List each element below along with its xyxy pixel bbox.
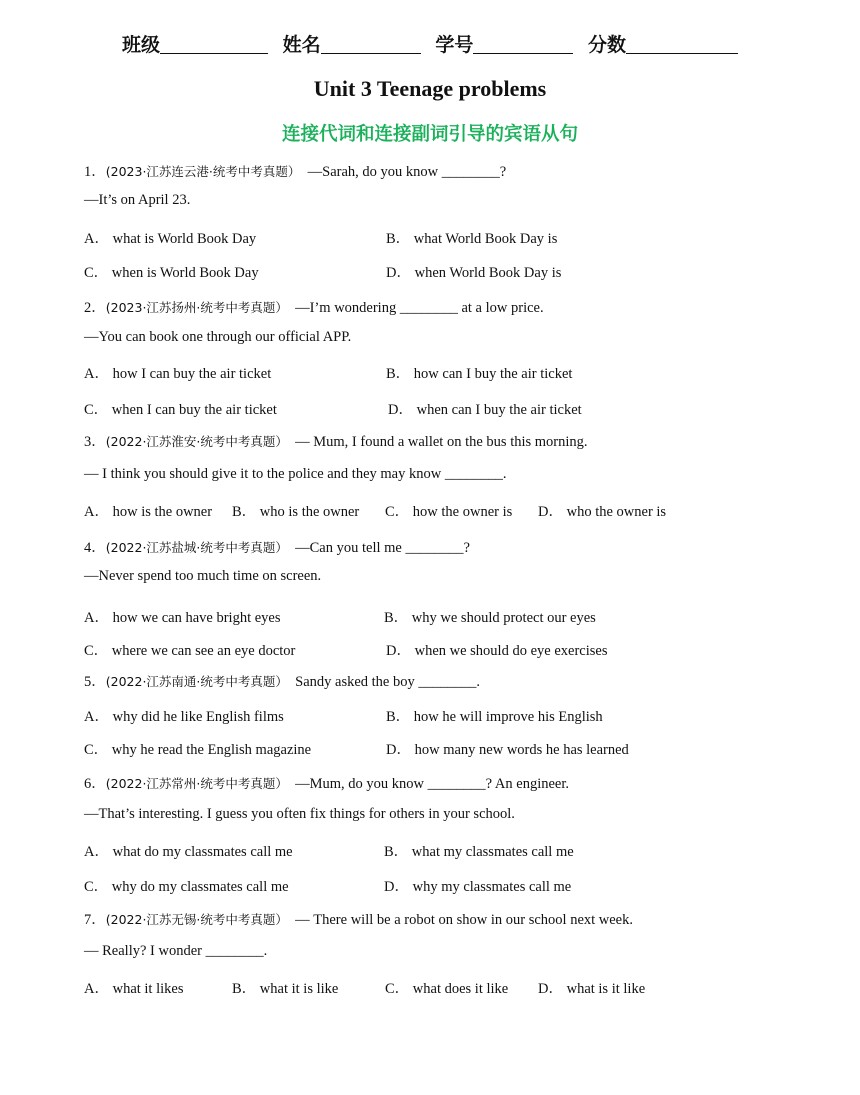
question-5-option-b[interactable]: B． how he will improve his English xyxy=(386,709,603,725)
name-blank[interactable] xyxy=(321,33,421,54)
question-7-stem-line xyxy=(84,908,633,929)
question-source: (2023·江苏连云港·统考中考真题） xyxy=(105,164,301,179)
question-4-line2: —Never spend too much time on screen. xyxy=(84,568,322,584)
question-number: 7． xyxy=(84,912,106,928)
question-source: (2022·江苏南通·统考中考真题） xyxy=(105,674,288,689)
question-7-option-d[interactable]: D． what is it like xyxy=(538,981,646,997)
question-stem: —I’m wondering ________ at a low price. xyxy=(295,300,544,316)
question-source: (2023·江苏扬州·统考中考真题） xyxy=(105,300,288,315)
question-3-line2: — I think you should give it to the police and they may know ________. xyxy=(84,466,507,482)
question-6-line2: —That’s interesting. I guess you often fix things for others in your school. xyxy=(84,806,515,822)
page-subtitle: 连接代词和连接副词引导的宾语从句 xyxy=(281,124,578,145)
question-1-option-d[interactable]: D． when World Book Day is xyxy=(386,265,562,281)
question-1-stem-line xyxy=(84,160,506,181)
question-stem: — There will be a robot on show in our school next week. xyxy=(295,912,633,928)
question-source: (2022·江苏盐城·统考中考真题） xyxy=(105,540,288,555)
question-2-line2: —You can book one through our official APP. xyxy=(84,329,352,345)
question-6-stem-line xyxy=(84,772,569,793)
class-label: 班级 xyxy=(122,34,161,56)
question-stem: Sandy asked the boy ________. xyxy=(295,674,480,690)
question-2-option-a[interactable]: A． how I can buy the air ticket xyxy=(84,366,272,382)
question-3-option-b[interactable]: B． who is the owner xyxy=(232,504,360,520)
question-3-stem-line xyxy=(84,430,588,451)
question-6-option-a[interactable]: A． what do my classmates call me xyxy=(84,844,293,860)
question-number: 5． xyxy=(84,674,106,690)
question-2-option-b[interactable]: B． how can I buy the air ticket xyxy=(386,366,573,382)
question-1-line2: —It’s on April 23. xyxy=(84,192,191,208)
student-info-header xyxy=(0,30,860,57)
question-number: 1． xyxy=(84,164,106,180)
question-stem: —Can you tell me ________? xyxy=(295,540,470,556)
question-3-option-c[interactable]: C． how the owner is xyxy=(385,504,513,520)
question-number: 2． xyxy=(84,300,106,316)
question-6-option-b[interactable]: B． what my classmates call me xyxy=(384,844,574,860)
question-4-option-a[interactable]: A． how we can have bright eyes xyxy=(84,610,281,626)
question-7-line2: — Really? I wonder ________. xyxy=(84,943,268,959)
question-7-option-a[interactable]: A． what it likes xyxy=(84,981,184,997)
question-source: (2022·江苏常州·统考中考真题） xyxy=(105,776,288,791)
question-4-option-c[interactable]: C． where we can see an eye doctor xyxy=(84,643,296,659)
question-stem: —Mum, do you know ________? An engineer. xyxy=(295,776,570,792)
question-4-stem-line xyxy=(84,536,470,557)
class-blank[interactable] xyxy=(160,33,268,54)
page-title: Unit 3 Teenage problems xyxy=(313,76,547,101)
name-label: 姓名 xyxy=(282,34,321,56)
question-5-option-d[interactable]: D． how many new words he has learned xyxy=(386,742,629,758)
question-4-option-d[interactable]: D． when we should do eye exercises xyxy=(386,643,608,659)
question-stem: — Mum, I found a wallet on the bus this morning. xyxy=(295,434,588,450)
question-1-option-c[interactable]: C． when is World Book Day xyxy=(84,265,259,281)
question-7-option-b[interactable]: B． what it is like xyxy=(232,981,339,997)
score-blank[interactable] xyxy=(626,33,738,54)
question-6-option-c[interactable]: C． why do my classmates call me xyxy=(84,879,289,895)
question-source: (2022·江苏淮安·统考中考真题） xyxy=(105,434,288,449)
question-2-option-c[interactable]: C． when I can buy the air ticket xyxy=(84,402,277,418)
question-source: (2022·江苏无锡·统考中考真题） xyxy=(105,912,288,927)
question-4-option-b[interactable]: B． why we should protect our eyes xyxy=(384,610,596,626)
question-3-option-d[interactable]: D． who the owner is xyxy=(538,504,667,520)
question-1-option-a[interactable]: A． what is World Book Day xyxy=(84,231,257,247)
question-7-option-c[interactable]: C． what does it like xyxy=(385,981,509,997)
question-5-stem-line xyxy=(84,670,480,691)
question-5-option-a[interactable]: A． why did he like English films xyxy=(84,709,284,725)
question-1-option-b[interactable]: B． what World Book Day is xyxy=(386,231,558,247)
question-2-stem-line xyxy=(84,296,544,317)
question-number: 6． xyxy=(84,776,106,792)
question-stem: —Sarah, do you know ________? xyxy=(307,164,507,180)
question-2-option-d[interactable]: D． when can I buy the air ticket xyxy=(388,402,582,418)
student-id-blank[interactable] xyxy=(473,33,573,54)
question-6-option-d[interactable]: D． why my classmates call me xyxy=(384,879,572,895)
question-number: 4． xyxy=(84,540,106,556)
score-label: 分数 xyxy=(587,34,626,56)
question-3-option-a[interactable]: A． how is the owner xyxy=(84,504,213,520)
question-5-option-c[interactable]: C． why he read the English magazine xyxy=(84,742,312,758)
student-id-label: 学号 xyxy=(435,34,474,56)
question-number: 3． xyxy=(84,434,106,450)
